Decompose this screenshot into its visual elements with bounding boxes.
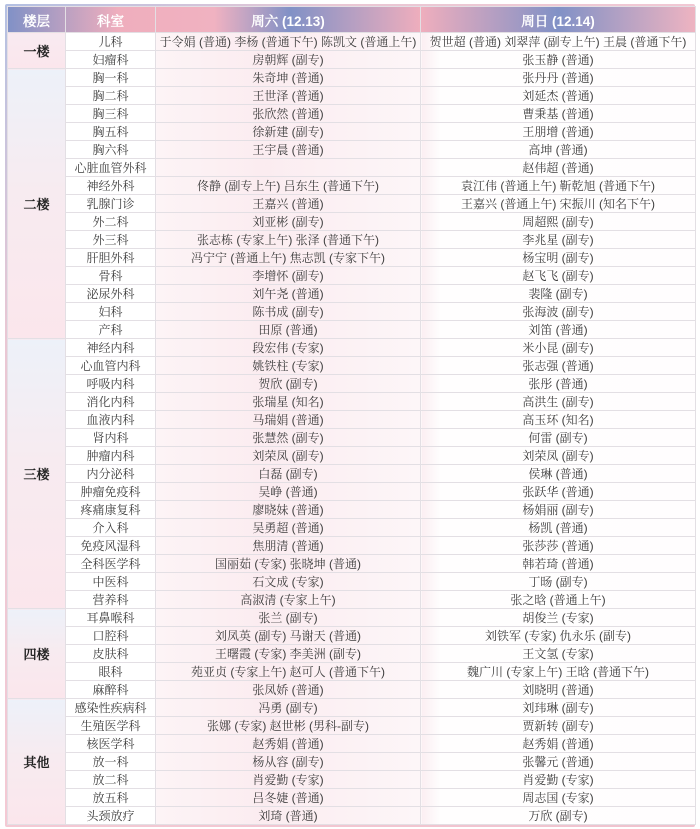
saturday-cell: 段宏伟 (专家) — [156, 339, 421, 357]
saturday-cell: 张娜 (专家) 赵世彬 (男科-副专) — [156, 717, 421, 735]
dept-cell: 生殖医学科 — [66, 717, 156, 735]
col-header-floor: 楼层 — [8, 7, 66, 33]
sunday-cell: 赵飞飞 (副专) — [421, 267, 696, 285]
saturday-cell: 王宇晨 (普通) — [156, 141, 421, 159]
dept-cell: 感染性疾病科 — [66, 699, 156, 717]
sunday-cell: 王文氢 (专家) — [421, 645, 696, 663]
table-row — [8, 285, 696, 303]
table-row — [8, 69, 696, 87]
table-row — [8, 141, 696, 159]
table-row — [8, 33, 696, 51]
saturday-cell: 张慧然 (副专) — [156, 429, 421, 447]
table-row — [8, 717, 696, 735]
sunday-cell: 韩若琦 (普通) — [421, 555, 696, 573]
saturday-cell: 冯勇 (副专) — [156, 699, 421, 717]
dept-cell: 头颈放疗 — [66, 807, 156, 825]
dept-cell: 骨科 — [66, 267, 156, 285]
dept-cell: 消化内科 — [66, 393, 156, 411]
table-row — [8, 177, 696, 195]
dept-cell: 疼痛康复科 — [66, 501, 156, 519]
table-header — [8, 7, 696, 33]
sunday-cell: 万欣 (副专) — [421, 807, 696, 825]
table-row — [8, 591, 696, 609]
table-row — [8, 393, 696, 411]
col-header-saturday: 周六 (12.13) — [156, 7, 421, 33]
saturday-cell: 陈书成 (副专) — [156, 303, 421, 321]
floor-label: 其他 — [8, 699, 66, 825]
saturday-cell: 张欣然 (普通) — [156, 105, 421, 123]
table-row — [8, 375, 696, 393]
table-row — [8, 645, 696, 663]
sunday-cell: 周志国 (专家) — [421, 789, 696, 807]
dept-cell: 皮肤科 — [66, 645, 156, 663]
sunday-cell: 张之晗 (普通上午) — [421, 591, 696, 609]
saturday-cell: 王世泽 (普通) — [156, 87, 421, 105]
dept-cell: 外二科 — [66, 213, 156, 231]
sunday-cell: 贺世超 (普通) 刘翠萍 (副专上午) 王晨 (普通下午) — [421, 33, 696, 51]
sunday-cell: 侯琳 (普通) — [421, 465, 696, 483]
sunday-cell: 丁旸 (副专) — [421, 573, 696, 591]
saturday-cell: 肖爱勤 (专家) — [156, 771, 421, 789]
dept-cell: 肾内科 — [66, 429, 156, 447]
dept-cell: 妇科 — [66, 303, 156, 321]
saturday-cell: 廖晓妹 (普通) — [156, 501, 421, 519]
sunday-cell: 张馨元 (普通) — [421, 753, 696, 771]
saturday-cell: 朱奇坤 (普通) — [156, 69, 421, 87]
saturday-cell: 于令娟 (普通) 李杨 (普通下午) 陈凯文 (普通上午) — [156, 33, 421, 51]
dept-cell: 妇瘤科 — [66, 51, 156, 69]
table-row — [8, 123, 696, 141]
saturday-cell: 刘荣凤 (副专) — [156, 447, 421, 465]
sunday-cell: 刘延杰 (普通) — [421, 87, 696, 105]
saturday-cell: 张瑞星 (知名) — [156, 393, 421, 411]
table-row — [8, 213, 696, 231]
saturday-cell: 冯宁宁 (普通上午) 焦志凯 (专家下午) — [156, 249, 421, 267]
saturday-cell: 李增怀 (副专) — [156, 267, 421, 285]
saturday-cell: 国丽茹 (专家) 张晓坤 (普通) — [156, 555, 421, 573]
sunday-cell: 刘笛 (普通) — [421, 321, 696, 339]
sunday-cell: 张丹丹 (普通) — [421, 69, 696, 87]
saturday-cell — [156, 159, 421, 177]
floor-label: 四楼 — [8, 609, 66, 699]
dept-cell: 放二科 — [66, 771, 156, 789]
sunday-cell: 王嘉兴 (普通上午) 宋振川 (知名下午) — [421, 195, 696, 213]
table-row — [8, 627, 696, 645]
dept-cell: 胸六科 — [66, 141, 156, 159]
dept-cell: 口腔科 — [66, 627, 156, 645]
sunday-cell: 裴隆 (副专) — [421, 285, 696, 303]
sunday-cell: 肖爱勤 (专家) — [421, 771, 696, 789]
col-header-sunday: 周日 (12.14) — [421, 7, 696, 33]
saturday-cell: 刘琦 (普通) — [156, 807, 421, 825]
dept-cell: 肿瘤内科 — [66, 447, 156, 465]
sunday-cell: 刘玮琳 (副专) — [421, 699, 696, 717]
saturday-cell: 房朝辉 (副专) — [156, 51, 421, 69]
saturday-cell: 焦朋清 (普通) — [156, 537, 421, 555]
dept-cell: 外三科 — [66, 231, 156, 249]
table-row — [8, 357, 696, 375]
sunday-cell: 刘铁军 (专家) 仇永乐 (副专) — [421, 627, 696, 645]
dept-cell: 产科 — [66, 321, 156, 339]
saturday-cell: 刘凤英 (副专) 马谢天 (普通) — [156, 627, 421, 645]
dept-cell: 眼科 — [66, 663, 156, 681]
dept-cell: 全科医学科 — [66, 555, 156, 573]
saturday-cell: 王曙霞 (专家) 李美洲 (副专) — [156, 645, 421, 663]
table-row — [8, 699, 696, 717]
sunday-cell: 高洪生 (副专) — [421, 393, 696, 411]
table-row — [8, 195, 696, 213]
dept-cell: 放五科 — [66, 789, 156, 807]
dept-cell: 内分泌科 — [66, 465, 156, 483]
saturday-cell: 吕冬婕 (普通) — [156, 789, 421, 807]
schedule-body — [8, 33, 696, 825]
saturday-cell: 张志栋 (专家上午) 张泽 (普通下午) — [156, 231, 421, 249]
table-row — [8, 501, 696, 519]
sunday-cell: 杨凯 (普通) — [421, 519, 696, 537]
floor-label: 二楼 — [8, 69, 66, 339]
dept-cell: 神经内科 — [66, 339, 156, 357]
saturday-cell: 徐新建 (副专) — [156, 123, 421, 141]
sunday-cell: 张彤 (普通) — [421, 375, 696, 393]
sunday-cell: 高玉环 (知名) — [421, 411, 696, 429]
table-row — [8, 321, 696, 339]
saturday-cell: 高淑清 (专家上午) — [156, 591, 421, 609]
table-row — [8, 555, 696, 573]
table-row — [8, 519, 696, 537]
dept-cell: 耳鼻喉科 — [66, 609, 156, 627]
table-row — [8, 303, 696, 321]
table-row — [8, 681, 696, 699]
dept-cell: 泌尿外科 — [66, 285, 156, 303]
dept-cell: 神经外科 — [66, 177, 156, 195]
dept-cell: 免疫风湿科 — [66, 537, 156, 555]
dept-cell: 儿科 — [66, 33, 156, 51]
table-row — [8, 771, 696, 789]
table-row — [8, 735, 696, 753]
dept-cell: 胸二科 — [66, 87, 156, 105]
table-row — [8, 573, 696, 591]
table-row — [8, 789, 696, 807]
saturday-cell: 姚铁柱 (专家) — [156, 357, 421, 375]
saturday-cell: 贺欣 (副专) — [156, 375, 421, 393]
dept-cell: 麻醉科 — [66, 681, 156, 699]
table-row — [8, 537, 696, 555]
dept-cell: 介入科 — [66, 519, 156, 537]
table-row — [8, 105, 696, 123]
floor-label: 三楼 — [8, 339, 66, 609]
table-row — [8, 231, 696, 249]
sunday-cell: 高坤 (普通) — [421, 141, 696, 159]
saturday-cell: 吴勇超 (普通) — [156, 519, 421, 537]
schedule-table — [7, 6, 696, 825]
saturday-cell: 张凤娇 (普通) — [156, 681, 421, 699]
table-row — [8, 87, 696, 105]
dept-cell: 心血管内科 — [66, 357, 156, 375]
saturday-cell: 马瑞娟 (普通) — [156, 411, 421, 429]
sunday-cell: 张海波 (副专) — [421, 303, 696, 321]
sunday-cell: 胡俊兰 (专家) — [421, 609, 696, 627]
sunday-cell: 何雷 (副专) — [421, 429, 696, 447]
sunday-cell: 张志强 (普通) — [421, 357, 696, 375]
table-row — [8, 447, 696, 465]
sunday-cell: 袁江伟 (普通上午) 靳乾旭 (普通下午) — [421, 177, 696, 195]
saturday-cell: 苑亚贞 (专家上午) 赵可人 (普通下午) — [156, 663, 421, 681]
sunday-cell: 贾新转 (副专) — [421, 717, 696, 735]
table-row — [8, 411, 696, 429]
sunday-cell: 赵伟超 (普通) — [421, 159, 696, 177]
table-row — [8, 483, 696, 501]
table-row — [8, 429, 696, 447]
dept-cell: 呼吸内科 — [66, 375, 156, 393]
sunday-cell: 张玉静 (普通) — [421, 51, 696, 69]
saturday-cell: 佟静 (副专上午) 吕东生 (普通下午) — [156, 177, 421, 195]
dept-cell: 胸五科 — [66, 123, 156, 141]
sunday-cell: 米小昆 (副专) — [421, 339, 696, 357]
dept-cell: 心脏血管外科 — [66, 159, 156, 177]
table-row — [8, 807, 696, 825]
saturday-cell: 刘午尧 (普通) — [156, 285, 421, 303]
dept-cell: 肿瘤免疫科 — [66, 483, 156, 501]
saturday-cell: 杨从容 (副专) — [156, 753, 421, 771]
sunday-cell: 赵秀娟 (普通) — [421, 735, 696, 753]
sunday-cell: 曹秉基 (普通) — [421, 105, 696, 123]
table-row — [8, 249, 696, 267]
table-row — [8, 51, 696, 69]
dept-cell: 乳腺门诊 — [66, 195, 156, 213]
table-row — [8, 663, 696, 681]
dept-cell: 营养科 — [66, 591, 156, 609]
saturday-cell: 赵秀娟 (普通) — [156, 735, 421, 753]
sunday-cell: 李兆星 (副专) — [421, 231, 696, 249]
dept-cell: 胸三科 — [66, 105, 156, 123]
dept-cell: 中医科 — [66, 573, 156, 591]
saturday-cell: 白磊 (副专) — [156, 465, 421, 483]
saturday-cell: 张兰 (副专) — [156, 609, 421, 627]
dept-cell: 血液内科 — [66, 411, 156, 429]
table-row — [8, 159, 696, 177]
sunday-cell: 王朋增 (普通) — [421, 123, 696, 141]
header-row — [8, 7, 696, 33]
sunday-cell: 刘晓明 (普通) — [421, 681, 696, 699]
saturday-cell: 石文成 (专家) — [156, 573, 421, 591]
sunday-cell: 张莎莎 (普通) — [421, 537, 696, 555]
saturday-cell: 吴峥 (普通) — [156, 483, 421, 501]
table-frame — [5, 4, 695, 827]
saturday-cell: 刘亚彬 (副专) — [156, 213, 421, 231]
table-row — [8, 753, 696, 771]
floor-label: 一楼 — [8, 33, 66, 69]
dept-cell: 核医学科 — [66, 735, 156, 753]
dept-cell: 放一科 — [66, 753, 156, 771]
sunday-cell: 刘荣凤 (副专) — [421, 447, 696, 465]
table-row — [8, 339, 696, 357]
dept-cell: 肝胆外科 — [66, 249, 156, 267]
table-row — [8, 609, 696, 627]
dept-cell: 胸一科 — [66, 69, 156, 87]
sunday-cell: 周超熙 (副专) — [421, 213, 696, 231]
sunday-cell: 杨娟丽 (副专) — [421, 501, 696, 519]
col-header-dept: 科室 — [66, 7, 156, 33]
sunday-cell: 张跃华 (普通) — [421, 483, 696, 501]
table-row — [8, 465, 696, 483]
sunday-cell: 杨宝明 (副专) — [421, 249, 696, 267]
saturday-cell: 田原 (普通) — [156, 321, 421, 339]
sunday-cell: 魏广川 (专家上午) 王晗 (普通下午) — [421, 663, 696, 681]
saturday-cell: 王嘉兴 (普通) — [156, 195, 421, 213]
table-row — [8, 267, 696, 285]
